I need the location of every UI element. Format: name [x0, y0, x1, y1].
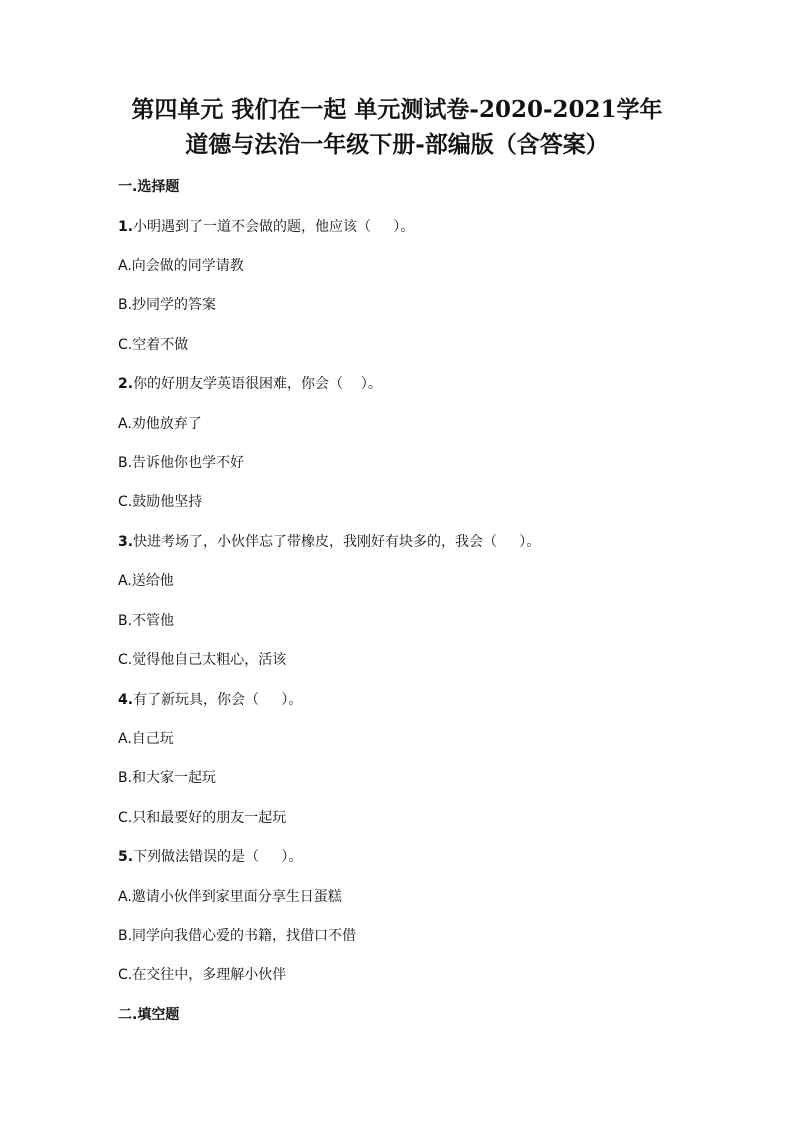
option-2a: A.劝他放弃了: [118, 416, 202, 432]
option-1b: B.抄同学的答案: [118, 297, 217, 313]
question-number: 3.: [118, 534, 134, 550]
option-1a: A.向会做的同学请教: [118, 258, 244, 274]
question-text: 你的好朋友学英语很困难，你会（ ）。: [133, 376, 382, 392]
question-2: [118, 374, 382, 394]
option-4c: C.只和最要好的朋友一起玩: [118, 810, 287, 826]
option-5a: A.邀请小伙伴到家里面分享生日蛋糕: [118, 889, 342, 905]
question-5: [118, 847, 302, 867]
option-4b: B.和大家一起玩: [118, 770, 217, 786]
section-heading-choice: 一.选择题: [118, 179, 180, 195]
option-3b: B.不管他: [118, 613, 175, 629]
question-number: 5.: [118, 849, 134, 865]
option-3c: C.觉得他自己太粗心，活该: [118, 652, 287, 668]
question-number: 4.: [118, 692, 134, 708]
document-title-line-2: 道德与法治一年级下册-部编版（含答案）: [185, 131, 609, 158]
question-text: 小明遇到了一道不会做的题，他应该（ ）。: [133, 219, 415, 235]
question-text: 有了新玩具，你会（ ）。: [133, 692, 303, 708]
question-number: 2.: [118, 376, 134, 392]
section-heading-fill-in: 二.填空题: [118, 1007, 180, 1023]
document-title-line-1: 第四单元 我们在一起 单元测试卷-2020-2021学年: [131, 96, 663, 123]
option-5c: C.在交往中，多理解小伙伴: [118, 967, 287, 983]
option-4a: A.自己玩: [118, 731, 174, 747]
question-1: [118, 217, 414, 237]
option-5b: B.同学向我借心爱的书籍，找借口不借: [118, 928, 357, 944]
question-3: [118, 532, 540, 552]
question-text: 下列做法错误的是（ ）。: [133, 849, 303, 865]
option-2b: B.告诉他你也学不好: [118, 455, 245, 471]
question-number: 1.: [118, 219, 134, 235]
question-4: [118, 690, 302, 710]
question-text: 快进考场了，小伙伴忘了带橡皮，我刚好有块多的，我会（ ）。: [133, 534, 541, 550]
option-1c: C.空着不做: [118, 337, 189, 353]
option-3a: A.送给他: [118, 573, 174, 589]
option-2c: C.鼓励他坚持: [118, 494, 203, 510]
